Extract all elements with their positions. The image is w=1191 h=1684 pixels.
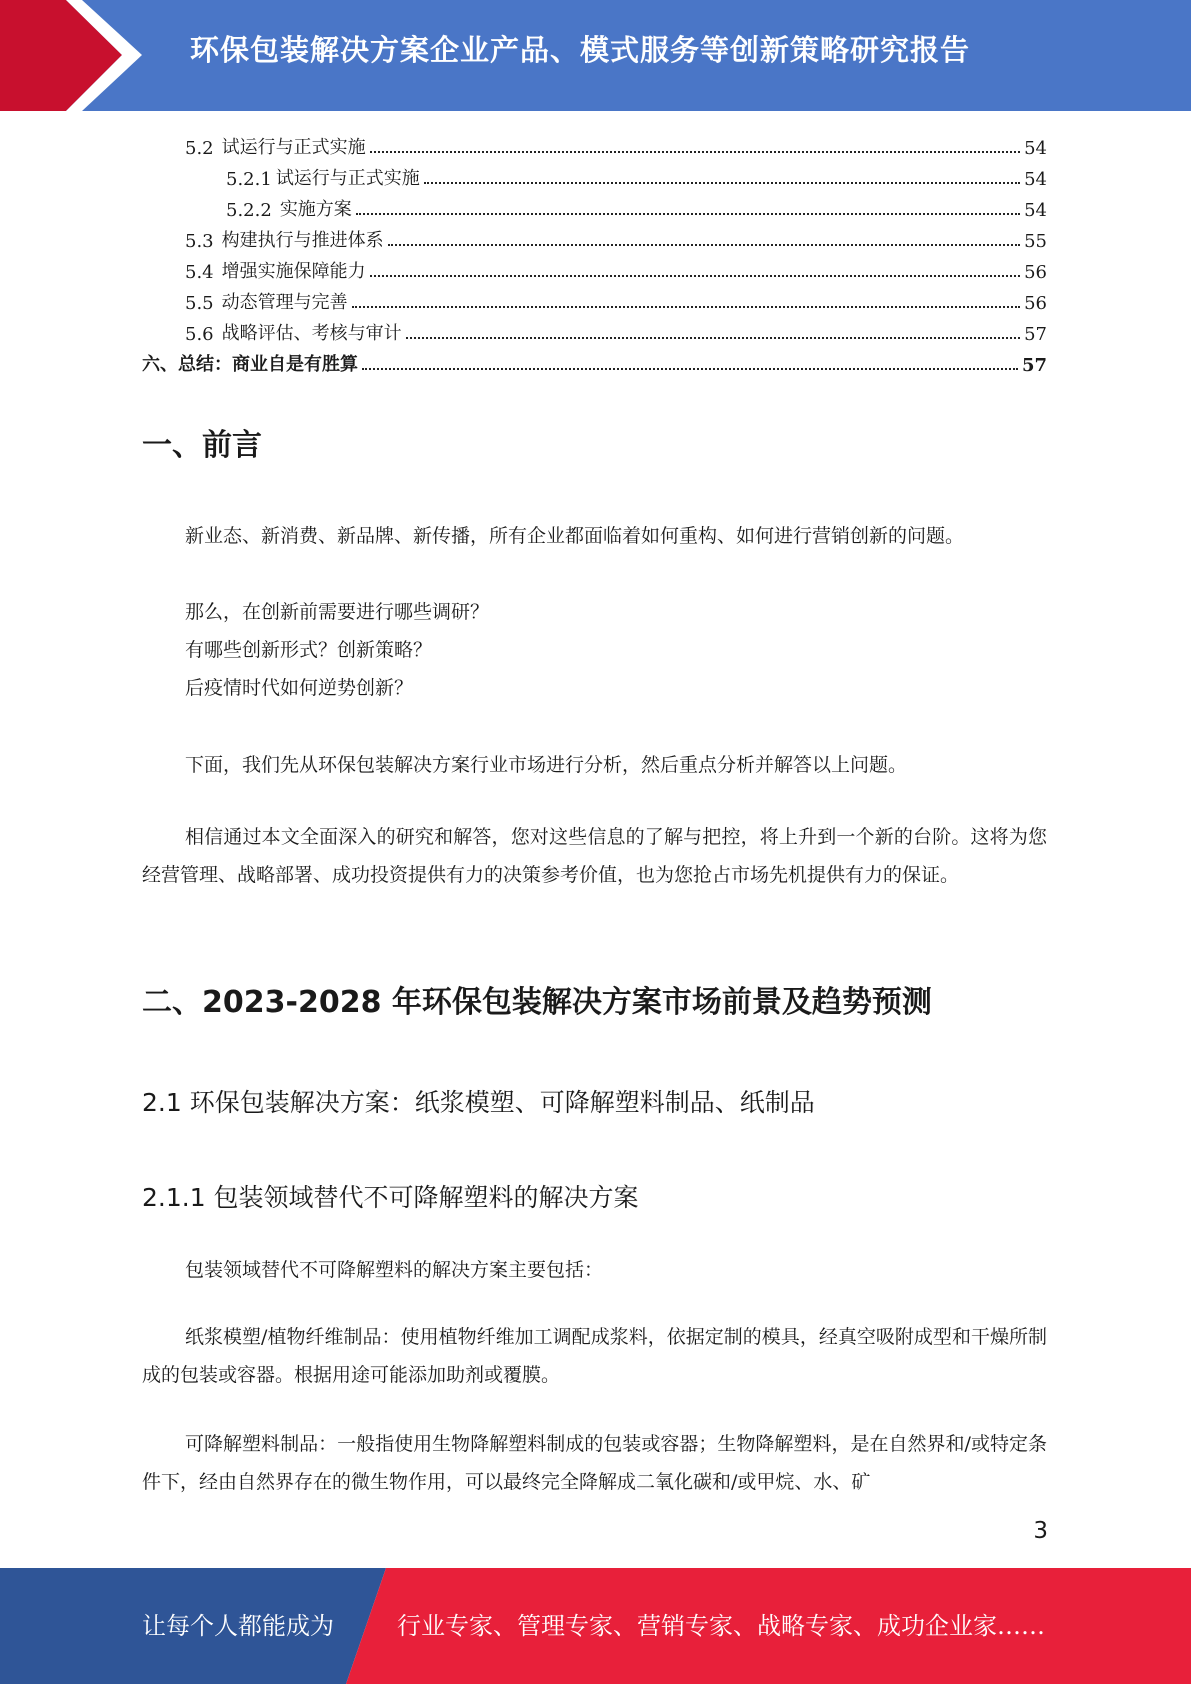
toc-page: 56 <box>1024 262 1047 283</box>
paragraph: 相信通过本文全面深入的研究和解答，您对这些信息的了解与把控，将上升到一个新的台阶。这将为您经营管理、战略部署、成功投资提供有力的决策参考价值，也为您抢占市场先机提供有力的保证。 <box>142 826 1047 886</box>
header-chevron-decoration <box>0 0 160 111</box>
paragraph: 新业态、新消费、新品牌、新传播，所有企业都面临着如何重构、如何进行营销创新的问题。 <box>185 525 965 547</box>
toc-label: 试运行与正式实施 <box>221 137 366 158</box>
toc-page: 57 <box>1024 324 1047 345</box>
toc-label: 动态管理与完善 <box>221 292 348 313</box>
toc-entry[interactable] <box>185 221 1047 252</box>
paragraph: 可降解塑料制品：一般指使用生物降解塑料制成的包装或容器；生物降解塑料，是在自然界和/或特定条件下，经由自然界存在的微生物作用，可以最终完全降解成二氧化碳和/或甲烷、水、矿 <box>142 1433 1047 1493</box>
toc-entry[interactable] <box>185 128 1047 159</box>
toc-leader-dots <box>370 275 1020 277</box>
toc-entry[interactable] <box>185 252 1047 283</box>
toc-entry[interactable] <box>226 159 1047 190</box>
report-title: 环保包装解决方案企业产品、模式服务等创新策略研究报告 <box>190 33 971 67</box>
question-line: 后疫情时代如何逆势创新？ <box>185 677 414 699</box>
toc-page: 54 <box>1024 169 1047 190</box>
toc-leader-dots <box>388 244 1020 246</box>
toc-page: 57 <box>1021 355 1047 376</box>
toc-label: 构建执行与推进体系 <box>221 230 384 251</box>
toc-label: 六、总结：商业自是有胜算 <box>142 354 358 375</box>
toc-leader-dots <box>424 182 1020 184</box>
toc-page: 55 <box>1024 231 1047 252</box>
header-band <box>0 0 1191 111</box>
toc-page: 54 <box>1024 138 1047 159</box>
toc-number: 5.2.2 <box>226 200 272 221</box>
toc-leader-dots <box>406 337 1020 339</box>
toc-number: 5.4 <box>185 262 214 283</box>
toc-label: 增强实施保障能力 <box>221 261 366 282</box>
toc-label: 战略评估、考核与审计 <box>221 323 402 344</box>
section-heading-preface: 一、前言 <box>142 428 262 463</box>
toc-label: 试运行与正式实施 <box>275 168 420 189</box>
toc-leader-dots <box>352 306 1020 308</box>
toc-leader-dots <box>370 151 1020 153</box>
page-number: 3 <box>1033 1518 1048 1544</box>
question-line: 那么，在创新前需要进行哪些调研？ <box>185 601 490 623</box>
toc-number: 5.5 <box>185 293 214 314</box>
question-line: 有哪些创新形式？创新策略？ <box>185 639 433 661</box>
footer-slogan-right: 行业专家、管理专家、营销专家、战略专家、成功企业家…… <box>397 1612 1045 1640</box>
toc-page: 54 <box>1024 200 1047 221</box>
subsection-heading: 2.1.1 包装领域替代不可降解塑料的解决方案 <box>142 1183 639 1212</box>
toc-entry-chapter[interactable] <box>142 345 1047 376</box>
toc-page: 56 <box>1024 293 1047 314</box>
toc-entry[interactable] <box>185 314 1047 345</box>
toc-number: 5.2 <box>185 138 214 159</box>
paragraph: 纸浆模塑/植物纤维制品：使用植物纤维加工调配成浆料，依据定制的模具，经真空吸附成型和干燥所制成的包装或容器。根据用途可能添加助剂或覆膜。 <box>142 1326 1047 1386</box>
paragraph: 下面，我们先从环保包装解决方案行业市场进行分析，然后重点分析并解答以上问题。 <box>185 754 908 776</box>
toc-number: 5.3 <box>185 231 214 252</box>
toc-number: 5.6 <box>185 324 214 345</box>
footer-slogan-left: 让每个人都能成为 <box>142 1612 334 1640</box>
footer-band <box>0 1568 1191 1684</box>
toc-entry[interactable] <box>185 283 1047 314</box>
toc-label: 实施方案 <box>279 199 352 220</box>
toc-leader-dots <box>356 213 1020 215</box>
toc-number: 5.2.1 <box>226 169 272 190</box>
section-heading-market: 二、2023-2028 年环保包装解决方案市场前景及趋势预测 <box>142 985 932 1020</box>
toc-entry[interactable] <box>226 190 1047 221</box>
toc-leader-dots <box>362 368 1018 370</box>
subsection-heading: 2.1 环保包装解决方案：纸浆模塑、可降解塑料制品、纸制品 <box>142 1088 815 1117</box>
paragraph: 包装领域替代不可降解塑料的解决方案主要包括： <box>185 1259 604 1281</box>
